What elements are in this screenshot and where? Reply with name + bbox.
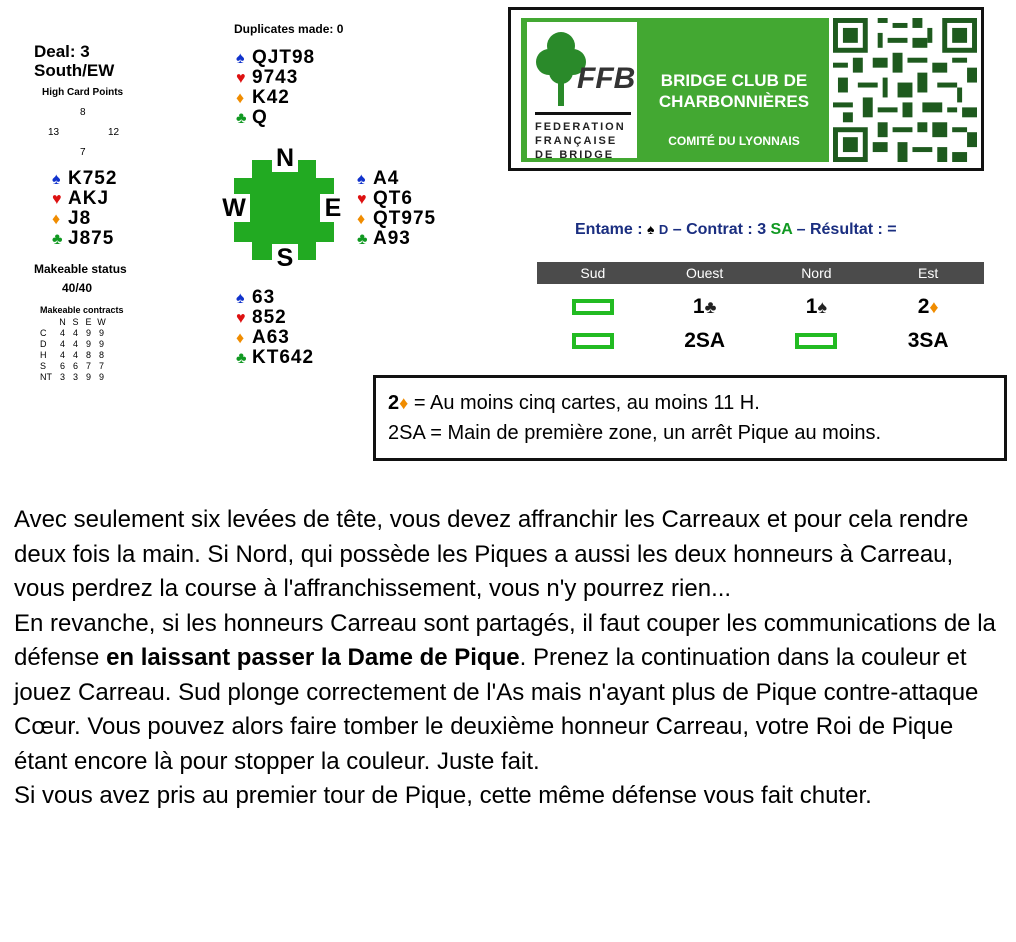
commentary-text: En revanche, si les honneurs Carreau sont partagés, il faut couper les communications de la défense: [14, 609, 996, 671]
table-cell: 7: [98, 360, 104, 371]
west-clubs: J875: [68, 228, 115, 249]
bidding-row: [537, 326, 984, 356]
makeable-status-label: Makeable status: [34, 262, 127, 276]
makeable-contracts-label: Makeable contracts: [40, 305, 124, 315]
bid-sud-2: [537, 326, 649, 356]
table-cell: 8: [98, 349, 104, 360]
spade-icon: ♠: [52, 171, 62, 188]
compass-corner: [234, 160, 252, 178]
compass-corner: [316, 242, 334, 260]
table-cell: NT: [40, 371, 52, 382]
heart-icon: ♥: [52, 191, 63, 208]
hcp-south: 7: [80, 147, 86, 158]
bid-sud-1: [537, 292, 649, 322]
logo-divider: [535, 112, 631, 115]
club-logo: [508, 7, 984, 171]
east-clubs: A93: [373, 228, 411, 249]
spade-icon: ♠: [236, 50, 246, 67]
contrat-value: SA: [770, 221, 793, 238]
bid-ouest-2: 2SA: [684, 329, 726, 352]
diamond-icon: ♦: [399, 393, 409, 413]
ffb-logo: [527, 22, 637, 161]
bid-level: 1: [692, 295, 705, 318]
explanation-line: [388, 392, 760, 415]
compass-corner: [316, 160, 334, 178]
federation-line: FRANÇAISE: [535, 135, 618, 147]
west-diamonds: J8: [68, 208, 92, 229]
club-icon: ♣: [236, 110, 248, 127]
compass-south: S: [272, 244, 298, 272]
heart-icon: ♥: [236, 70, 247, 87]
table-header: W: [97, 316, 106, 327]
spade-icon: ♠: [236, 290, 246, 307]
table-cell: 6: [59, 360, 65, 371]
commentary-bold: en laissant passer la Dame de Pique: [106, 644, 520, 671]
south-diamonds: A63: [252, 327, 290, 348]
hand-north: [236, 48, 315, 128]
bidding-row: [537, 292, 984, 322]
east-diamonds: QT975: [373, 208, 437, 229]
bid-est-1: [872, 292, 984, 322]
table-cell: 3: [59, 371, 65, 382]
west-hearts: AKJ: [68, 188, 110, 209]
commentary-paragraph: Avec seulement six levées de tête, vous devez affranchir les Carreaux et pour cela rendre deux fois la main. Si Nord, qui possède les Piques a aussi les deux honneurs à Carreau, vous perdrez la course à l'affranchissement, vous n'y pourrez rien...: [14, 506, 969, 602]
bid-level: 1: [805, 295, 818, 318]
table-row: [40, 371, 108, 382]
pass-icon: [572, 299, 614, 315]
diamond-icon: ♦: [236, 330, 246, 347]
table-cell: [40, 316, 56, 327]
hcp-label: High Card Points: [42, 87, 124, 98]
bidding-header-ouest: Ouest: [685, 265, 724, 281]
federation-line: FEDERATION: [535, 121, 626, 133]
spade-icon: ♠: [357, 171, 367, 188]
table-cell: 9: [98, 338, 104, 349]
hand-south: [236, 288, 314, 368]
hand-east: [357, 169, 436, 249]
table-cell: C: [40, 327, 47, 338]
bidding-header-sud: Sud: [580, 265, 606, 281]
compass-east: E: [320, 194, 346, 222]
hcp-west: 13: [48, 127, 60, 138]
bid-ouest-1: [649, 292, 761, 322]
bid-nord-1: [761, 292, 873, 322]
qr-code-icon: [833, 18, 977, 162]
south-clubs: KT642: [252, 347, 315, 368]
deal-title: [34, 42, 114, 80]
table-cell: 4: [59, 327, 65, 338]
duplicates-made: Duplicates made: 0: [234, 22, 344, 36]
north-spades: QJT98: [252, 47, 316, 68]
entame-label: Entame :: [575, 221, 648, 238]
ffb-text: FFB: [577, 62, 636, 95]
table-cell: 4: [59, 338, 65, 349]
contract-line: [575, 221, 897, 239]
explanation-line: 2SA = Main de première zone, un arrêt Pique au moins.: [388, 422, 882, 444]
federation-text: [535, 120, 626, 162]
table-header: S: [72, 316, 79, 327]
table-cell: S: [40, 360, 47, 371]
bid-est-2: 3SA: [907, 329, 949, 352]
table-row: [40, 360, 108, 371]
spade-icon: ♠: [817, 297, 827, 317]
table-cell: 9: [85, 371, 91, 382]
commentary-text: . Prenez la continuation dans la couleur et jouez Carreau. Sud plonge correctement de l'As mais n'ayant plus de Pique contre-attaque Cœur. Vous pouvez alors faire tomber le deuxième honneur Carreau, votre Roi de Pique étant encore là pour stopper la couleur. Juste fait.: [14, 644, 979, 775]
south-spades: 63: [252, 287, 276, 308]
club-name: [641, 70, 827, 112]
table-cell: 3: [72, 371, 78, 382]
north-hearts: 9743: [252, 67, 299, 88]
bid-level: 2: [917, 295, 930, 318]
diamond-icon: ♦: [236, 90, 246, 107]
club-icon: ♣: [236, 350, 248, 367]
diamond-icon: ♦: [929, 297, 939, 317]
east-hearts: QT6: [373, 188, 413, 209]
makeable-status-value: 40/40: [62, 281, 93, 295]
entame-card: D: [658, 222, 669, 237]
diamond-icon: ♦: [357, 211, 367, 228]
commentary: [14, 503, 1009, 814]
deal-dealer-vul: South/EW: [34, 61, 115, 80]
bidding-header: [537, 262, 984, 284]
club-icon: ♣: [704, 297, 717, 317]
pass-icon: [795, 333, 837, 349]
table-cell: H: [40, 349, 47, 360]
table-cell: 9: [85, 327, 91, 338]
table-cell: D: [40, 338, 47, 349]
table-row: [40, 327, 108, 338]
compass-corner: [234, 242, 252, 260]
hand-west: [52, 169, 117, 249]
pass-icon: [572, 333, 614, 349]
club-icon: ♣: [357, 231, 369, 248]
federation-line: DE BRIDGE: [535, 149, 615, 161]
club-name-line: BRIDGE CLUB DE: [660, 71, 808, 90]
compass-north: N: [272, 144, 298, 172]
commentary-paragraph: [14, 607, 1009, 780]
contrat-label: – Contrat : 3: [668, 221, 771, 238]
south-hearts: 852: [252, 307, 287, 328]
bid-level: 2: [388, 392, 400, 414]
club-name-line: CHARBONNIÈRES: [658, 92, 810, 111]
hcp-north: 8: [80, 107, 86, 118]
compass-west: W: [218, 194, 250, 222]
explanation-text: = Au moins cinq cartes, au moins 11 H.: [408, 392, 760, 414]
resultat-label: – Résultat : =: [792, 221, 897, 238]
table-cell: 4: [59, 349, 65, 360]
table-header: E: [85, 316, 92, 327]
bidding-header-est: Est: [918, 265, 939, 281]
table-cell: 9: [98, 371, 104, 382]
diamond-icon: ♦: [52, 211, 62, 228]
table-row: [40, 349, 108, 360]
table-cell: 8: [85, 349, 91, 360]
bid-nord-2: [761, 326, 873, 356]
deal-number: Deal: 3: [34, 42, 90, 61]
table-cell: 9: [85, 338, 91, 349]
comite-text: COMITÉ DU LYONNAIS: [668, 134, 800, 148]
hcp-east: 12: [108, 127, 120, 138]
compass: [222, 144, 342, 272]
table-cell: 4: [72, 338, 78, 349]
east-spades: A4: [373, 168, 400, 189]
table-cell: 7: [85, 360, 91, 371]
table-row: [40, 316, 108, 327]
table-cell: 4: [72, 327, 78, 338]
heart-icon: ♥: [236, 310, 247, 327]
spade-icon: ♠: [647, 221, 655, 237]
bid-explanations: [373, 375, 1007, 461]
table-row: [40, 338, 108, 349]
makeable-contracts-table: [40, 316, 108, 382]
logo-banner: [521, 18, 829, 162]
table-cell: 6: [72, 360, 78, 371]
commentary-paragraph: Si vous avez pris au premier tour de Pique, cette même défense vous fait chuter.: [14, 782, 872, 809]
table-cell: 4: [72, 349, 78, 360]
table-cell: 9: [98, 327, 104, 338]
north-clubs: Q: [252, 107, 268, 128]
table-header: N: [59, 316, 66, 327]
north-diamonds: K42: [252, 87, 290, 108]
heart-icon: ♥: [357, 191, 368, 208]
west-spades: K752: [68, 168, 118, 189]
club-icon: ♣: [52, 231, 64, 248]
bidding-header-nord: Nord: [801, 265, 832, 281]
